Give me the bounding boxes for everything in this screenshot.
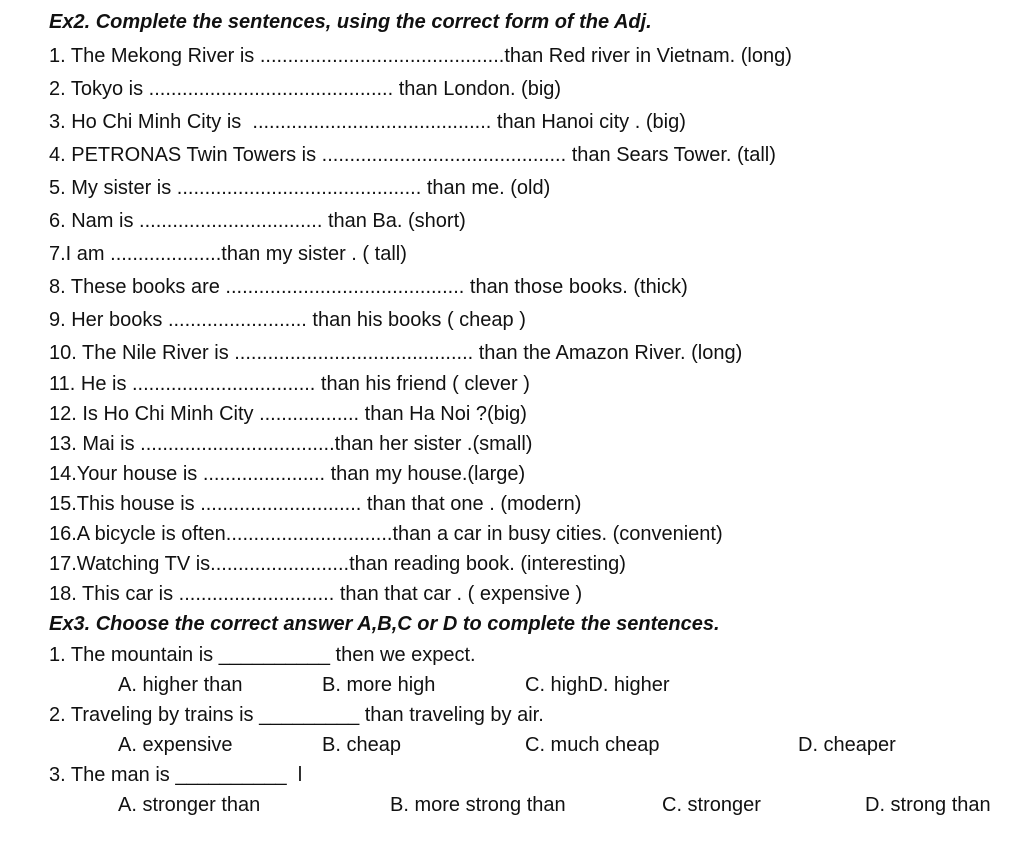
ex2-item-8: 8. These books are ........................................... than those books. (thick) bbox=[49, 276, 688, 298]
ex2-item-16: 16.A bicycle is often..............................than a car in busy cities. (convenient) bbox=[49, 523, 723, 545]
ex3-q2-option-b: B. cheap bbox=[322, 734, 401, 756]
ex2-item-14: 14.Your house is ...................... than my house.(large) bbox=[49, 463, 526, 485]
ex3-q3-option-c: C. stronger bbox=[662, 794, 761, 816]
ex2-item-13: 13. Mai is ...................................than her sister .(small) bbox=[49, 433, 533, 455]
ex2-item-11: 11. He is ................................. than his friend ( clever ) bbox=[49, 373, 530, 395]
ex3-question-3: 3. The man is __________ l bbox=[49, 764, 303, 786]
ex2-item-10: 10. The Nile River is ........................................... than the Amazon River. (long) bbox=[49, 342, 743, 364]
ex3-q2-option-c: C. much cheap bbox=[525, 734, 660, 756]
ex3-question-1: 1. The mountain is __________ then we expect. bbox=[49, 644, 476, 666]
ex3-q3-option-b: B. more strong than bbox=[390, 794, 566, 816]
ex3-q3-option-d: D. strong than bbox=[865, 794, 991, 816]
ex2-item-2: 2. Tokyo is ............................................ than London. (big) bbox=[49, 78, 562, 100]
ex2-item-7: 7.I am ....................than my sister . ( tall) bbox=[49, 243, 407, 265]
ex3-q1-option-b: B. more high bbox=[322, 674, 436, 696]
ex2-item-5: 5. My sister is ............................................ than me. (old) bbox=[49, 177, 551, 199]
ex2-item-3: 3. Ho Chi Minh City is ........................................... than Hanoi city . (big) bbox=[49, 111, 686, 133]
ex2-item-15: 15.This house is ............................. than that one . (modern) bbox=[49, 493, 582, 515]
ex2-item-17: 17.Watching TV is.........................than reading book. (interesting) bbox=[49, 553, 626, 575]
ex3-q2-option-a: A. expensive bbox=[118, 734, 233, 756]
ex2-item-4: 4. PETRONAS Twin Towers is ............................................ than Sears Tower. (tall) bbox=[49, 144, 776, 166]
ex2-heading: Ex2. Complete the sentences, using the correct form of the Adj. bbox=[49, 11, 652, 33]
ex3-q2-option-d: D. cheaper bbox=[798, 734, 896, 756]
ex3-heading: Ex3. Choose the correct answer A,B,C or D to complete the sentences. bbox=[49, 613, 720, 635]
ex3-q1-option-c: C. highD. higher bbox=[525, 674, 670, 696]
ex3-q1-option-a: A. higher than bbox=[118, 674, 243, 696]
ex3-q3-option-a: A. stronger than bbox=[118, 794, 261, 816]
ex2-item-9: 9. Her books ......................... than his books ( cheap ) bbox=[49, 309, 526, 331]
ex2-item-6: 6. Nam is ................................. than Ba. (short) bbox=[49, 210, 466, 232]
ex3-question-2: 2. Traveling by trains is _________ than traveling by air. bbox=[49, 704, 544, 726]
ex2-item-12: 12. Is Ho Chi Minh City .................. than Ha Noi ?(big) bbox=[49, 403, 527, 425]
ex2-item-18: 18. This car is ............................ than that car . ( expensive ) bbox=[49, 583, 583, 605]
ex2-item-1: 1. The Mekong River is ............................................than Red river in Vietnam. (long) bbox=[49, 45, 792, 67]
